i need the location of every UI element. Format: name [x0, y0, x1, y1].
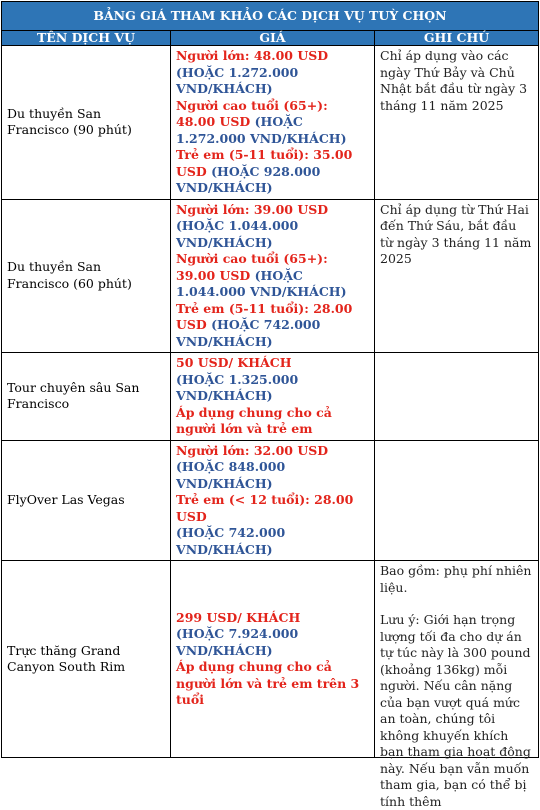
- price-value: 50 USD/ KHÁCH: [176, 355, 292, 370]
- price-value: Người lớn: 32.00 USD: [176, 442, 329, 458]
- price-cell: [171, 199, 375, 353]
- table-title: BẢNG GIÁ THAM KHẢO CÁC DỊCH VỤ TUỲ CHỌN: [2, 2, 539, 31]
- price-value: Trẻ em (5-11 tuổi): 35.00 USD: [176, 147, 353, 179]
- price-line: [176, 202, 369, 252]
- price-note: Áp dụng chung cho cả người lớn và trẻ em: [176, 404, 332, 436]
- note-paragraph: Lưu ý: Giới hạn trọng lượng tối đa cho dự án tự túc này là 300 pound (khoảng 136kg) mỗi người. Nếu cân nặng của bạn vượt quá mức an toàn, chúng tôi không khuyến khích bạn tham gia hoạt động này. Nếu bạn vẫn muốn tham gia, bạn có thể bị tính thêm: [380, 612, 531, 809]
- price-vnd: (HOẶC 7.924.000 VND/KHÁCH): [176, 626, 299, 658]
- price-value: 299 USD/ KHÁCH: [176, 609, 301, 625]
- service-name: Tour chuyên sâu San Francisco: [2, 353, 171, 441]
- price-cell: [171, 561, 375, 758]
- note-cell: [375, 440, 539, 561]
- table-row: [2, 46, 539, 200]
- price-vnd: (HOẶC 1.325.000 VND/KHÁCH): [176, 371, 299, 403]
- header-service: TÊN DỊCH VỤ: [2, 31, 171, 46]
- price-value: Người cao tuổi (65+): 39.00 USD: [176, 251, 328, 283]
- price-vnd: (HOẶC 742.000 VND/KHÁCH): [176, 317, 321, 349]
- price-vnd: (HOẶC 928.000 VND/KHÁCH): [176, 163, 321, 195]
- price-cell: [171, 440, 375, 561]
- price-vnd: (HOẶC 1.044.000 VND/KHÁCH): [176, 267, 347, 299]
- price-value: Người cao tuổi (65+): 48.00 USD: [176, 97, 328, 129]
- header-price: GIÁ: [171, 31, 375, 46]
- note-cell: Chỉ áp dụng từ Thứ Hai đến Thứ Sáu, bắt đầu từ ngày 3 tháng 11 năm 2025: [375, 199, 539, 353]
- note-paragraph: Bao gồm: phụ phí nhiên liệu.: [380, 563, 532, 595]
- price-note: Áp dụng chung cho cả người lớn và trẻ em trên 3 tuổi: [176, 659, 360, 707]
- price-vnd: (HOẶC 1.044.000 VND/KHÁCH): [176, 218, 299, 250]
- price-cell: [171, 353, 375, 441]
- price-line: [176, 98, 369, 148]
- table-row: [2, 353, 539, 441]
- header-note: GHI CHÚ: [375, 31, 539, 46]
- price-vnd: (HOẶC 742.000 VND/KHÁCH): [176, 525, 286, 557]
- price-vnd: (HOẶC 848.000 VND/KHÁCH): [176, 459, 286, 491]
- note-cell: Chỉ áp dụng vào các ngày Thứ Bảy và Chủ Nhật bắt đầu từ ngày 3 tháng 11 năm 2025: [375, 46, 539, 200]
- price-line: [176, 301, 369, 351]
- note-cell: [375, 353, 539, 441]
- table-row: [2, 561, 539, 758]
- service-name: Du thuyền San Francisco (90 phút): [2, 46, 171, 200]
- service-name: Trực thăng Grand Canyon South Rim: [2, 561, 171, 758]
- table-row: [2, 440, 539, 561]
- price-line: [176, 48, 369, 98]
- price-cell: [171, 46, 375, 200]
- note-cell: [375, 561, 539, 809]
- table-row: [2, 199, 539, 353]
- price-line: [176, 251, 369, 301]
- price-vnd: (HOẶC 1.272.000 VND/KHÁCH): [176, 114, 347, 146]
- price-value: Người lớn: 48.00 USD: [176, 48, 329, 63]
- price-table: [1, 1, 539, 809]
- service-name: Du thuyền San Francisco (60 phút): [2, 199, 171, 353]
- price-value: Trẻ em (< 12 tuổi): 28.00 USD: [176, 492, 354, 524]
- price-line: [176, 147, 369, 197]
- price-value: Người lớn: 39.00 USD: [176, 201, 329, 217]
- service-name: FlyOver Las Vegas: [2, 440, 171, 561]
- price-vnd: (HOẶC 1.272.000 VND/KHÁCH): [176, 64, 299, 96]
- price-value: Trẻ em (5-11 tuổi): 28.00 USD: [176, 300, 353, 332]
